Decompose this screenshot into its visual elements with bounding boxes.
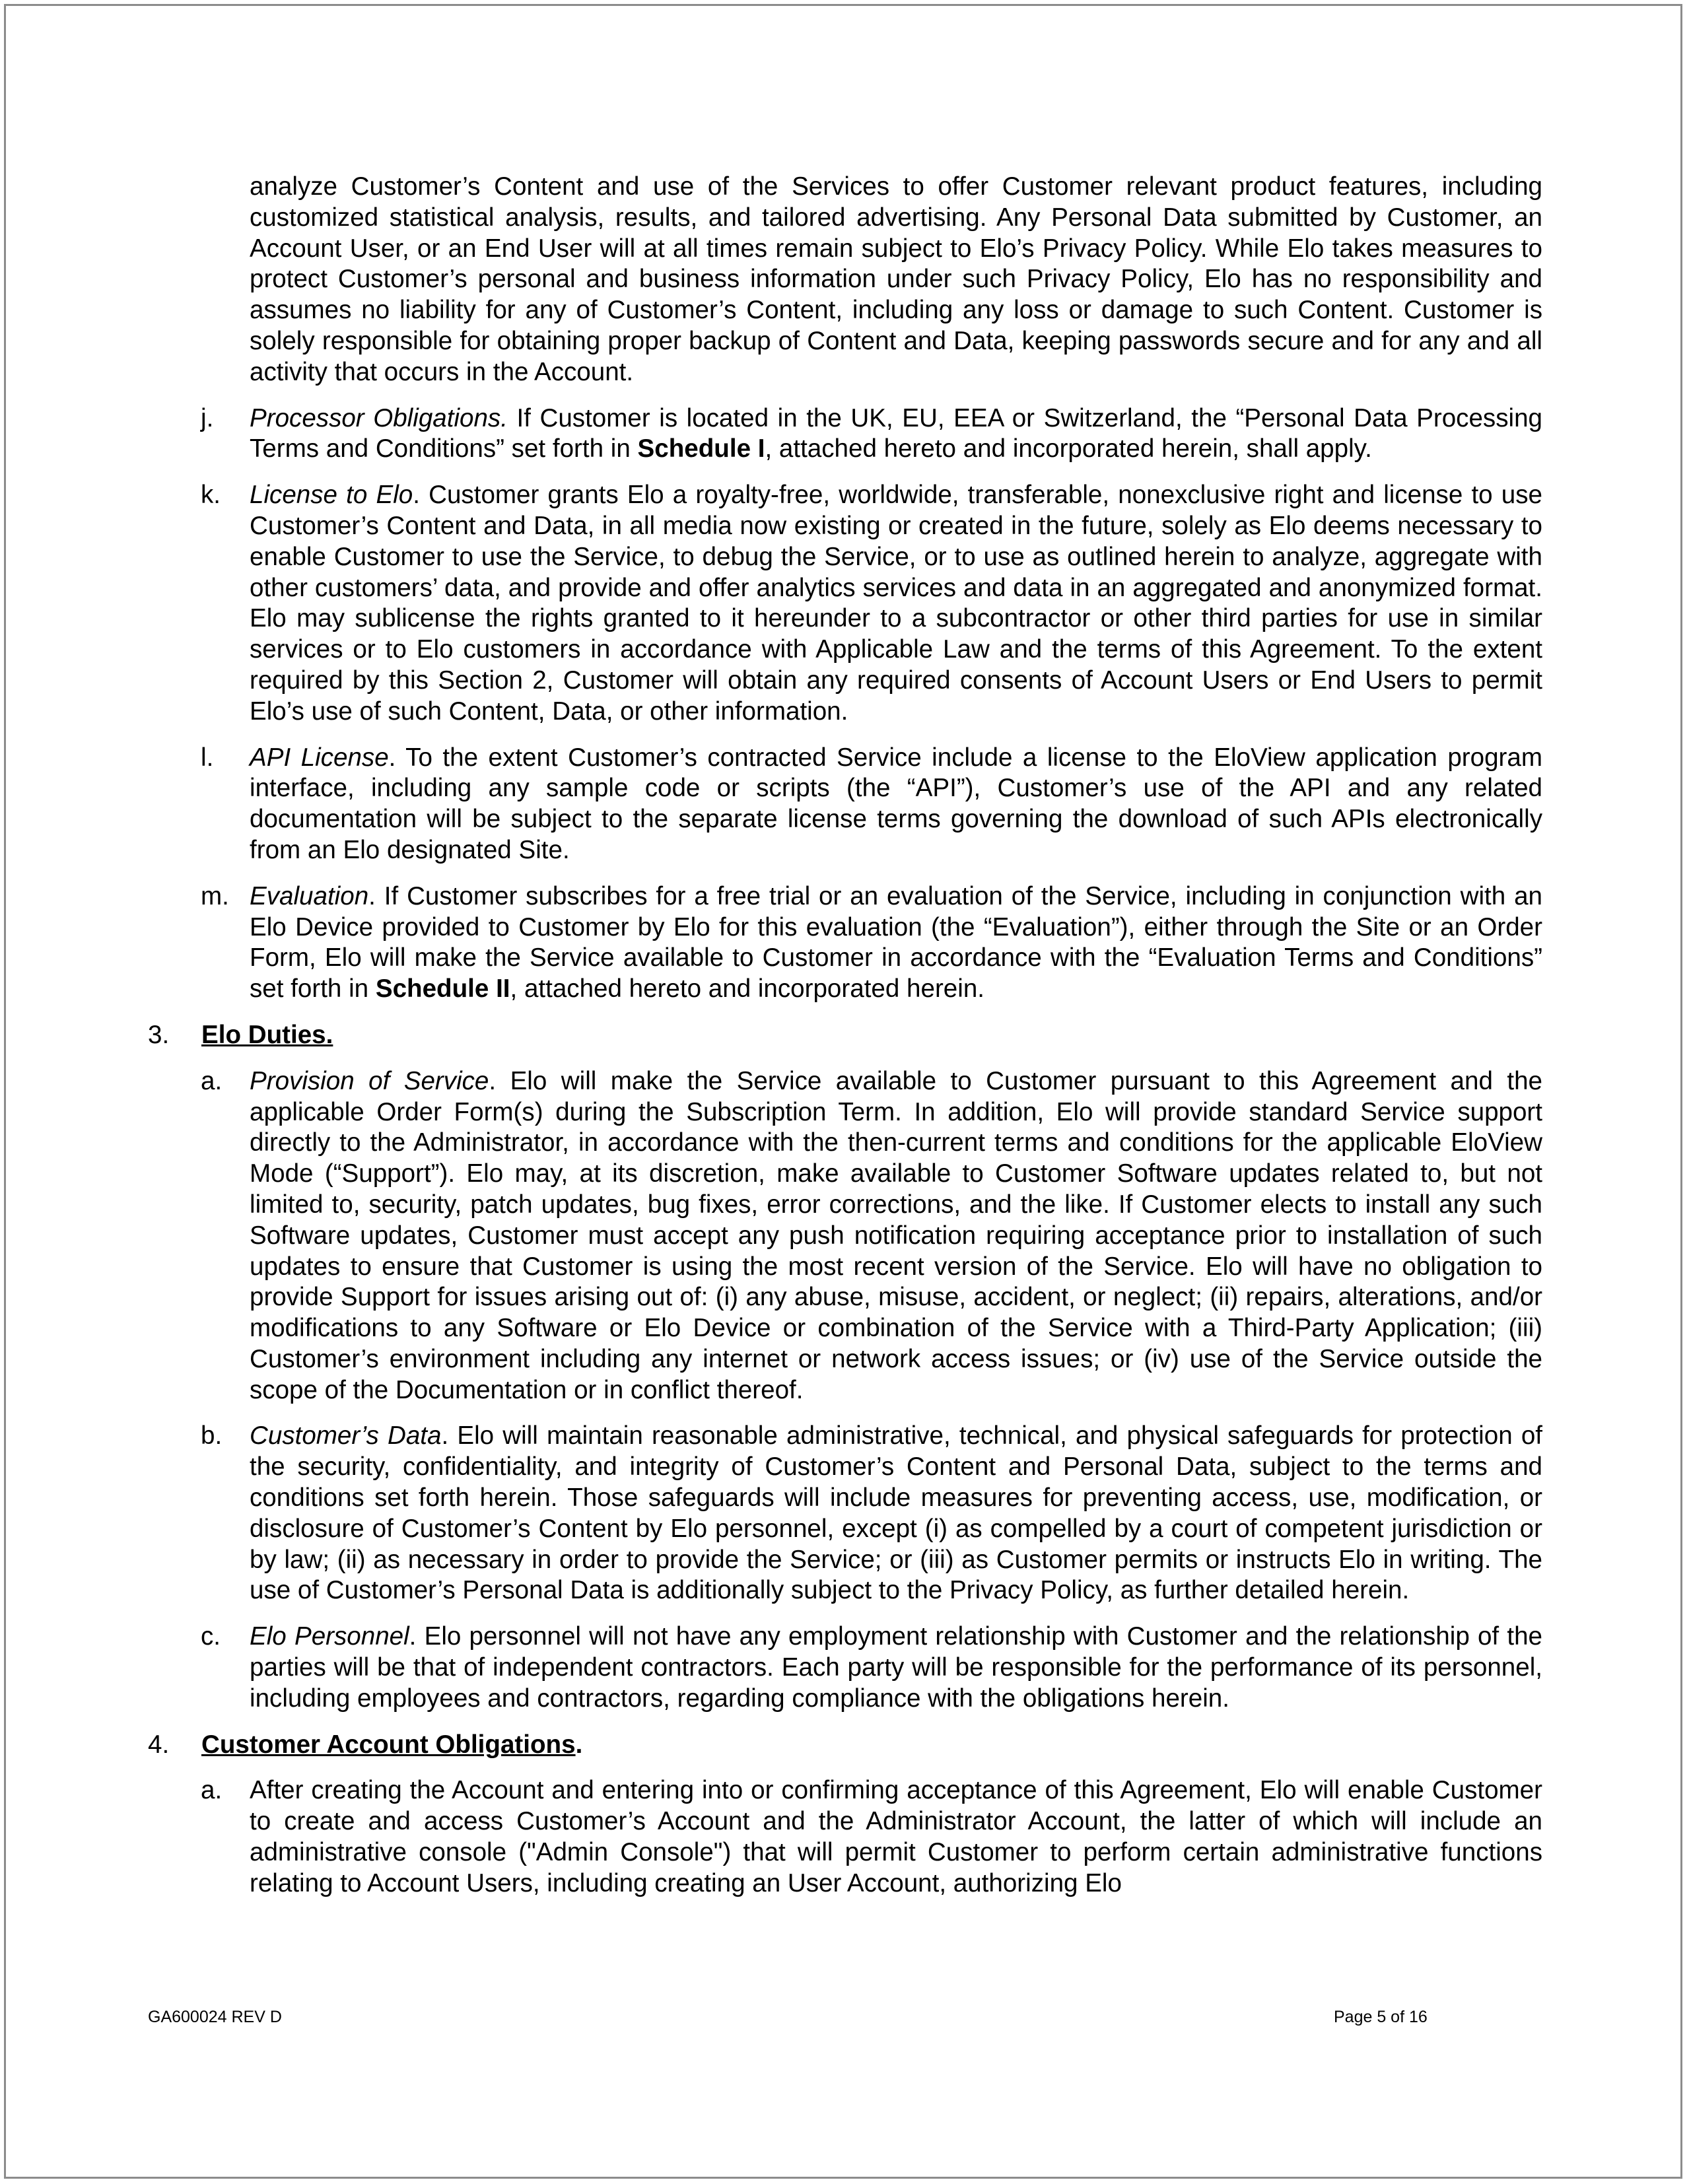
clause-text: After creating the Account and entering into or confirming acceptance of this Agreement, Elo will enable Customer to create and access Customer’s Account and the Administrator Account, the latter of which will include an administrative console ("Admin Console") that will permit Customer to perform certain administrative functions relating to Account Users, including creating an User Account, authorizing Elo: [250, 1776, 1542, 1897]
clause-title: Evaluation: [250, 881, 369, 910]
clause-marker: j.: [201, 403, 214, 432]
section-3-heading: [148, 1020, 1542, 1051]
clause-l: [148, 743, 1542, 866]
clause-text: . Elo will maintain reasonable administrative, technical, and physical safeguards for protection of the security, confidentiality, and integrity of Customer’s Content and Personal Data, subject to the terms and conditions set forth herein. Those safeguards will include measures for preventing access, use, modification, or disclosure of Customer’s Content by Elo personnel, except (i) as compelled by a court of competent jurisdiction or by law; (ii) as necessary in order to provide the Service; or (iii) as Customer permits or instructs Elo in writing. The use of Customer’s Personal Data is additionally subject to the Privacy Policy, as further detailed herein.: [250, 1421, 1542, 1605]
footer-document-id: GA600024 REV D: [148, 2008, 282, 2026]
clause-marker: m.: [201, 881, 229, 910]
clause-text: If Customer is located in the UK, EU, EEA or Switzerland, the “Personal Data Processing Terms and Conditions” set forth in: [250, 403, 1542, 463]
schedule-reference: Schedule I: [637, 434, 765, 463]
clause-title: Provision of Service: [250, 1066, 489, 1095]
section-title-period: .: [575, 1730, 583, 1759]
clause-title: License to Elo: [250, 481, 413, 510]
section-number: 3.: [148, 1020, 170, 1049]
document-body: [148, 172, 1542, 1899]
clause-4a: [148, 1775, 1542, 1899]
clause-text: . Elo personnel will not have any employment relationship with Customer and the relationship of the parties will be that of independent contractors. Each party will be responsible for the performance of its personnel, including employees and contractors, regarding compliance with the obligations herein.: [250, 1622, 1542, 1713]
clause-text: . To the extent Customer’s contracted Service include a license to the EloView application program interface, including any sample code or scripts (the “API”), Customer’s use of the API and any related documentation will be subject to the separate license terms governing the download of such APIs electronically from an Elo designated Site.: [250, 743, 1542, 864]
clause-text: . Elo will make the Service available to Customer pursuant to this Agreement and the applicable Order Form(s) during the Subscription Term. In addition, Elo will provide standard Service support directly to the Administrator, in accordance with the then-current terms and conditions for the applicable EloView Mode (“Support”). Elo may, at its discretion, make available to Customer Software updates related to, but not limited to, security, patch updates, bug fixes, error corrections, and the like. If Customer elects to install any such Software updates, Customer must accept any push notification requiring acceptance prior to installation of such updates to ensure that Customer is using the most recent version of the Service. Elo will have no obligation to provide Support for issues arising out of: (i) any abuse, misuse, accident, or neglect; (ii) repairs, alterations, and/or modifications to any Software or Elo Device or combination of the Service with a Third-Party Application; (iii) Customer’s environment including any internet or network access issues; or (iv) use of the Service outside the scope of the Documentation or in conflict thereof.: [250, 1066, 1542, 1404]
clause-j: [148, 403, 1542, 465]
clause-title: Elo Personnel: [250, 1622, 409, 1651]
section-number: 4.: [148, 1730, 170, 1759]
clause-text: . Customer grants Elo a royalty-free, worldwide, transferable, nonexclusive right and license to use Customer’s Content and Data, in all media now existing or created in the future, solely as Elo deems necessary to enable Customer to use the Service, to debug the Service, or to use as outlined herein to analyze, aggregate with other customers’ data, and provide and offer analytics services and data in an aggregated and anonymized format. Elo may sublicense the rights granted to it hereunder to a subcontractor or other third parties for use in similar services or to Elo customers in accordance with Applicable Law and the terms of this Agreement. To the extent required by this Section 2, Customer will obtain any required consents of Account Users or End Users to permit Elo’s use of such Content, Data, or other information.: [250, 481, 1542, 726]
clause-marker: k.: [201, 481, 221, 510]
section-4-heading: [148, 1730, 1542, 1761]
clause-m: [148, 881, 1542, 1005]
clause-k: [148, 480, 1542, 727]
clause-marker: a.: [201, 1776, 223, 1805]
clause-text: , attached hereto and incorporated herein.: [510, 974, 984, 1004]
clause-marker: l.: [201, 743, 214, 772]
clause-title: Processor Obligations.: [250, 403, 508, 432]
footer-page-number: Page 5 of 16: [1334, 2008, 1428, 2026]
section-title: Elo Duties.: [201, 1020, 333, 1049]
clause-marker: b.: [201, 1421, 223, 1450]
continuation-paragraph: analyze Customer’s Content and use of the Services to offer Customer relevant product features, including customized statistical analysis, results, and tailored advertising. Any Personal Data submitted by Customer, an Account User, or an End User will at all times remain subject to Elo’s Privacy Policy. While Elo takes measures to protect Customer’s personal and business information under such Privacy Policy, Elo has no responsibility and assumes no liability for any of Customer’s Content, including any loss or damage to such Content. Customer is solely responsible for obtaining proper backup of Content and Data, keeping passwords secure and for any and all activity that occurs in the Account.: [250, 172, 1542, 386]
clause-title: Customer’s Data: [250, 1421, 442, 1450]
schedule-reference: Schedule II: [375, 974, 510, 1004]
clause-3b: [148, 1421, 1542, 1606]
clause-text: , attached hereto and incorporated herein, shall apply.: [765, 434, 1372, 463]
clause-title: API License: [250, 743, 389, 772]
clause-text: . If Customer subscribes for a free trial or an evaluation of the Service, including in conjunction with an Elo Device provided to Customer by Elo for this evaluation (the “Evaluation”), either through the Site or an Order Form, Elo will make the Service available to Customer in accordance with the “Evaluation Terms and Conditions” set forth in: [250, 881, 1542, 1004]
clause-3c: [148, 1621, 1542, 1714]
section-title: Customer Account Obligations: [201, 1730, 576, 1759]
clause-marker: a.: [201, 1066, 223, 1095]
clause-3a: [148, 1066, 1542, 1406]
clause-marker: c.: [201, 1622, 221, 1651]
